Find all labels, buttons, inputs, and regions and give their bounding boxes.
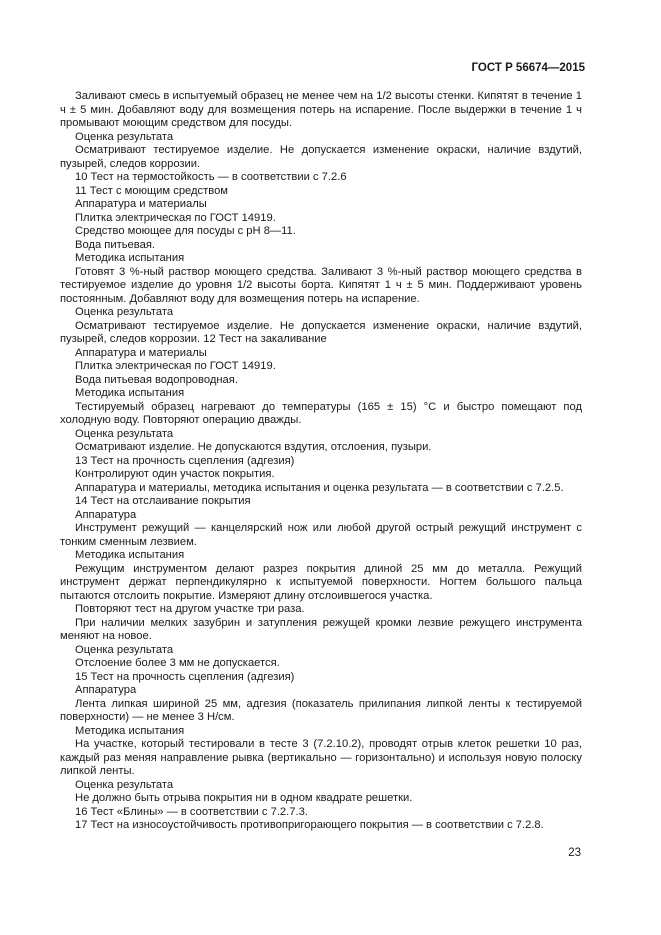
- paragraph: Методика испытания: [75, 549, 185, 561]
- paragraph: 17 Тест на износоустойчивость противопригорающего покрытия — в соответствии с 7.2.8.: [75, 819, 544, 831]
- paragraph: Аппаратура: [75, 508, 137, 521]
- document-header: ГОСТ Р 56674—2015: [471, 62, 585, 74]
- paragraph: Аппаратура и материалы: [75, 346, 207, 359]
- paragraph: Методика испытания: [75, 252, 185, 264]
- paragraph: 11 Тест с моющим средством: [75, 184, 229, 197]
- paragraph: Режущим инструментом делают разрез покрытия длиной 25 мм до металла. Режущий инструмент держат перпендикулярно к испытуемой поверхности. Ногтем большого пальца пытаются отслоить покрытие. Измеряют длину отслоившегося участка.: [60, 562, 582, 602]
- document-body: [60, 90, 582, 833]
- paragraph: Аппаратура: [75, 684, 137, 696]
- paragraph: Методика испытания: [75, 724, 185, 737]
- paragraph: Осматривают тестируемое изделие. Не допускается изменение окраски, наличие вздутий, пузырей, следов коррозии.: [60, 144, 582, 170]
- paragraph: Повторяют тест на другом участке три раза.: [75, 603, 305, 615]
- paragraph: Оценка результата: [75, 778, 174, 791]
- paragraph: Готовят 3 %-ный раствор моющего средства. Заливают 3 %-ный раствор моющего средства в тестируемое изделие до уровня 1/2 высоты борта. Кипятят 1 ч ± 5 мин. Поддерживают уровень постоянным. Добавляют воду для возмещения потерь на испарение.: [60, 265, 582, 305]
- paragraph: 15 Тест на прочность сцепления (адгезия): [75, 670, 295, 683]
- paragraph: Оценка результата: [75, 130, 174, 143]
- paragraph: Инструмент режущий — канцелярский нож или любой другой острый режущий инструмент с тонким сменным лезвием.: [60, 522, 582, 548]
- paragraph: Осматривают тестируемое изделие. Не допускается изменение окраски, наличие вздутий, пузырей, следов коррозии. 12 Тест на закаливание: [60, 319, 582, 345]
- paragraph: Плитка электрическая по ГОСТ 14919.: [75, 211, 276, 224]
- paragraph: Методика испытания: [75, 387, 185, 399]
- paragraph: Осматривают изделие. Не допускаются вздутия, отслоения, пузыри.: [75, 441, 432, 453]
- paragraph: Вода питьевая водопроводная.: [75, 373, 238, 386]
- paragraph: Заливают смесь в испытуемый образец не менее чем на 1/2 высоты стенки. Кипятят в течение 1 ч ± 5 мин. Добавляют воду для возмещения потерь на испарение. После выдержки в течение 1 ч промывают моющим средством для посуды.: [60, 90, 582, 129]
- paragraph: 16 Тест «Блины» — в соответствии с 7.2.7.3.: [75, 805, 308, 818]
- paragraph: Оценка результата: [75, 643, 174, 656]
- paragraph: Аппаратура и материалы, методика испытания и оценка результата — в соответствии с 7.2.5.: [75, 481, 564, 494]
- paragraph: Вода питьевая.: [75, 238, 155, 251]
- paragraph: Отслоение более 3 мм не допускается.: [75, 657, 280, 669]
- paragraph: 10 Тест на термостойкость — в соответствии с 7.2.6: [75, 171, 347, 183]
- paragraph: Аппаратура и материалы: [75, 198, 207, 210]
- paragraph: На участке, который тестировали в тесте 3 (7.2.10.2), проводят отрыв клеток решетки 10 раз, каждый раз меняя направление рывка (вертикально — горизонтально) и используя новую полоску липкой ленты.: [60, 738, 582, 777]
- paragraph: 14 Тест на отслаивание покрытия: [75, 495, 251, 507]
- paragraph: При наличии мелких зазубрин и затупления режущей кромки лезвие режущего инструмента меняют на новое.: [60, 616, 582, 642]
- paragraph: Оценка результата: [75, 306, 174, 318]
- paragraph: Средство моющее для посуды с рН 8—11.: [75, 225, 296, 237]
- paragraph: 13 Тест на прочность сцепления (адгезия): [75, 454, 295, 467]
- paragraph: Контролируют один участок покрытия.: [75, 468, 275, 480]
- paragraph: Плитка электрическая по ГОСТ 14919.: [75, 360, 276, 372]
- paragraph: Не должно быть отрыва покрытия ни в одном квадрате решетки.: [75, 792, 413, 804]
- paragraph: Тестируемый образец нагревают до температуры (165 ± 15) °С и быстро помещают под холодную воду. Повторяют операцию дважды.: [60, 400, 582, 426]
- paragraph: Оценка результата: [75, 427, 174, 440]
- paragraph: Лента липкая шириной 25 мм, адгезия (показатель прилипания липкой ленты к тестируемой поверхности) — не менее 3 Н/см.: [60, 697, 582, 723]
- page-number: 23: [568, 847, 581, 859]
